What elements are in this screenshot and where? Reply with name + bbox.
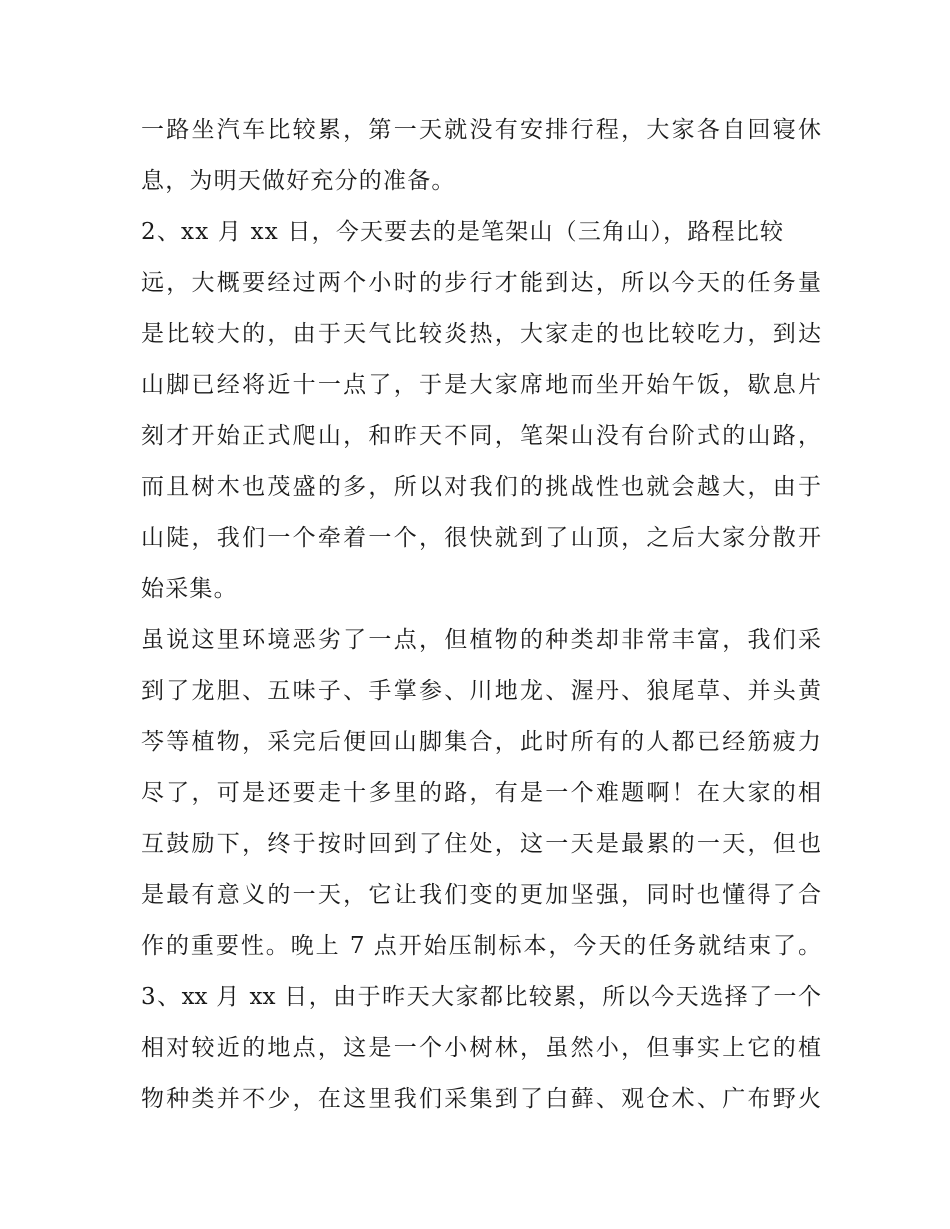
text-line-2: 息，为明天做好充分的准备。 [141, 168, 456, 194]
text-line-17: 作的重要性。晚上 7 点开始压制标本，今天的任务就结束了。 [141, 933, 821, 959]
text-line-9: 山陡，我们一个牵着一个，很快就到了山顶，之后大家分散开 [141, 525, 821, 551]
text-line-7: 刻才开始正式爬山，和昨天不同，笔架山没有台阶式的山路， [141, 423, 821, 449]
text-line-14: 尽了，可是还要走十多里的路，有是一个难题啊！在大家的相 [141, 780, 821, 806]
text-line-6: 山脚已经将近十一点了，于是大家席地而坐开始午饭，歇息片 [141, 372, 821, 398]
text-line-8: 而且树木也茂盛的多，所以对我们的挑战性也就会越大，由于 [141, 474, 821, 500]
text-line-15: 互鼓励下，终于按时回到了住处，这一天是最累的一天，但也 [141, 831, 821, 857]
text-line-18: 3、xx 月 xx 日，由于昨天大家都比较累，所以今天选择了一个 [141, 984, 821, 1010]
text-line-1: 一路坐汽车比较累，第一天就没有安排行程，大家各自回寝休 [141, 117, 821, 143]
text-line-5: 是比较大的，由于天气比较炎热，大家走的也比较吃力，到达 [141, 321, 821, 347]
text-line-16: 是最有意义的一天，它让我们变的更加坚强，同时也懂得了合 [141, 882, 821, 908]
text-line-20: 物种类并不少，在这里我们采集到了白藓、观仓术、广布野火 [141, 1086, 821, 1112]
text-line-13: 芩等植物，采完后便回山脚集合，此时所有的人都已经筋疲力 [141, 729, 821, 755]
text-line-12: 到了龙胆、五味子、手掌参、川地龙、渥丹、狼尾草、并头黄 [141, 678, 821, 704]
text-line-19: 相对较近的地点，这是一个小树林，虽然小，但事实上它的植 [141, 1035, 821, 1061]
text-line-10: 始采集。 [141, 576, 238, 602]
text-line-3: 2、xx 月 xx 日，今天要去的是笔架山（三角山），路程比较 [141, 219, 785, 245]
text-line-4: 远，大概要经过两个小时的步行才能到达，所以今天的任务量 [141, 270, 821, 296]
text-line-11: 虽说这里环境恶劣了一点，但植物的种类却非常丰富，我们采 [141, 627, 821, 653]
